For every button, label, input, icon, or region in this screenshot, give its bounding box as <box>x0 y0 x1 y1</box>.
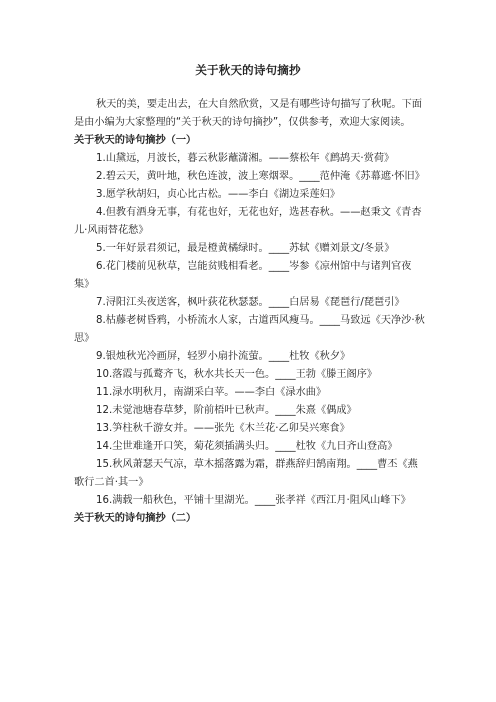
poem-item-4: 4.但教有酒身无事，有花也好，无花也好，选甚春秋。——赵秉文《青杏儿·风雨替花愁》 <box>74 207 422 236</box>
poem-item-1: 1.山黛远，月波长，暮云秋影蘸潇湘。——蔡松年《鹧鸪天·赏荷》 <box>96 153 395 164</box>
poem-item-7: 7.浔阳江头夜送客，枫叶荻花秋瑟瑟。____白居易《琵琶行/琵琶引》 <box>96 297 405 308</box>
poem-item-12: 12.未觉池塘春草梦，阶前梧叶已秋声。____朱熹《偶成》 <box>96 405 357 416</box>
poem-item-13: 13.笋柱秋千游女并。——张先《木兰花·乙卯吴兴寒食》 <box>96 423 350 434</box>
poem-item-5: 5.一年好景君须记，最是橙黄橘绿时。____苏轼《赠刘景文/冬景》 <box>96 243 395 254</box>
poem-item-16: 16.满载一船秋色，平铺十里湖光。____张孝祥《西江月·阻风山峰下》 <box>96 495 411 506</box>
poem-item-6: 6.花门楼前见秋草，岂能贫贱相看老。____岑参《凉州馆中与诸判官夜集》 <box>74 261 412 290</box>
poem-item-3: 3.愿学秋胡妇，贞心比古松。——李白《湖边采莲妇》 <box>96 189 341 200</box>
poem-item-10: 10.落霞与孤鹜齐飞，秋水共长天一色。____王勃《滕王阁序》 <box>96 369 378 380</box>
poem-item-2: 2.碧云天，黄叶地，秋色连波，波上寒烟翠。____范仲淹《苏幕遮·怀旧》 <box>96 171 425 182</box>
poem-item-9: 9.银烛秋光冷画屏，轻罗小扇扑流萤。____杜牧《秋夕》 <box>96 351 351 362</box>
poem-item-8: 8.枯藤老树昏鸦，小桥流水人家，古道西风瘦马。____马致远《天净沙·秋思》 <box>74 315 425 344</box>
poem-item-14: 14.尘世难逢开口笑，菊花须插满头归。____杜牧《九日齐山登高》 <box>96 441 398 452</box>
poem-item-11: 11.渌水明秋月，南湖采白苹。——李白《渌水曲》 <box>96 387 327 398</box>
intro-paragraph: 秋天的美，要走出去，在大自然欣赏，又是有哪些诗句描写了秋呢。下面是由小编为大家整理的“关于秋天的诗句摘抄”，仅供参考，欢迎大家阅读。 <box>74 99 422 128</box>
poem-item-15: 15.秋风萧瑟天气凉，草木摇落露为霜，群燕辞归鹄南翔。____曹丕《燕歌行二首·其一》 <box>74 459 418 488</box>
document-body <box>74 96 426 528</box>
document-title: 关于秋天的诗句摘抄 <box>195 63 301 77</box>
section-heading-1: 关于秋天的诗句摘抄（一） <box>74 135 197 146</box>
section-heading-2: 关于秋天的诗句摘抄（二） <box>74 513 197 524</box>
